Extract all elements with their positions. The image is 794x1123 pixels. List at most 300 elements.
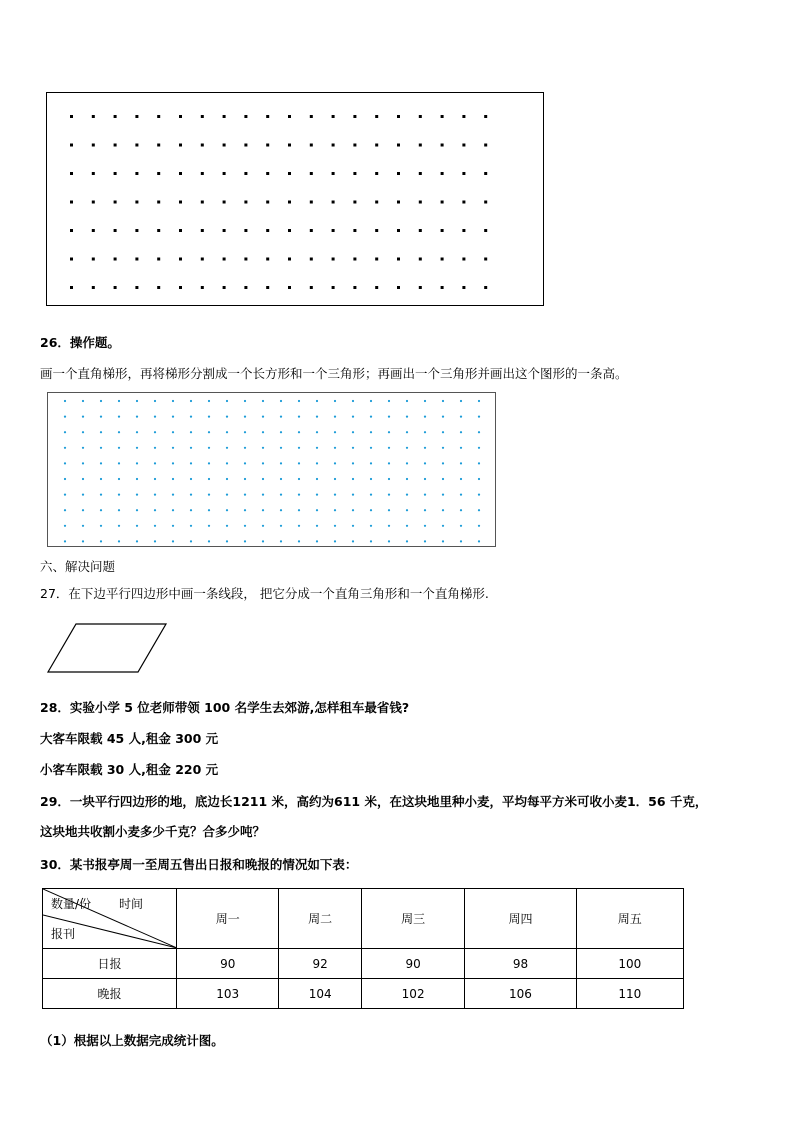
grid-dot [82,400,84,402]
grid-dot [136,478,138,480]
grid-dot [406,509,408,511]
grid-dot [370,400,372,402]
grid-dot [114,258,117,261]
grid-dot [208,416,210,418]
grid-dot [484,115,487,118]
grid-dot [460,400,462,402]
grid-dot [370,494,372,496]
grid-dot [353,144,356,147]
grid-dot [135,258,138,261]
grid-dot [442,416,444,418]
grid-dot [397,115,400,118]
grid-dot [478,478,480,480]
grid-dot [114,144,117,147]
grid-dot [223,172,226,175]
grid-dot [298,447,300,449]
grid-dot [135,286,138,289]
grid-dot [244,115,247,118]
grid-dot [316,478,318,480]
grid-dot [64,416,66,418]
corner-label-time: 时间 [119,897,144,911]
grid-dot [370,525,372,527]
grid-dot [388,431,390,433]
q27-text: 27．在下边平行四边形中画一条线段， 把它分成一个直角三角形和一个直角梯形. [40,586,489,601]
grid-dot [208,462,210,464]
grid-dot [172,416,174,418]
grid-dot [441,172,444,175]
table-header-row [43,889,684,949]
grid-dot [157,115,160,118]
grid-dot [179,258,182,261]
grid-dot [388,494,390,496]
grid-dot [310,258,313,261]
grid-dot [484,229,487,232]
grid-dot [460,509,462,511]
grid-dot [262,416,264,418]
grid-dot [288,286,291,289]
grid-dot [441,286,444,289]
grid-dot [352,462,354,464]
grid-dot [82,416,84,418]
grid-dot [82,478,84,480]
grid-dot [370,478,372,480]
grid-dot [118,416,120,418]
grid-dot [179,144,182,147]
grid-dot [388,400,390,402]
grid-dot [190,447,192,449]
grid-dot [266,172,269,175]
grid-dot [353,115,356,118]
grid-dot [332,115,335,118]
grid-dot [280,478,282,480]
table-cell: 98 [465,949,576,979]
grid-dot [208,540,210,542]
grid-dot [298,431,300,433]
grid-dot [460,494,462,496]
grid-dot [154,509,156,511]
row-label: 日报 [43,949,177,979]
grid-dot [100,509,102,511]
grid-dot [154,525,156,527]
grid-dot [388,416,390,418]
grid-dot [332,201,335,204]
grid-dot [208,525,210,527]
grid-dot [136,494,138,496]
grid-dot [70,115,73,118]
grid-dot [424,400,426,402]
grid-dot [316,525,318,527]
grid-dot [280,447,282,449]
grid-dot [388,509,390,511]
grid-dot [70,201,73,204]
grid-dot [92,229,95,232]
grid-dot [92,115,95,118]
grid-dot [424,447,426,449]
grid-dot [353,229,356,232]
grid-dot [334,447,336,449]
grid-dot [406,540,408,542]
grid-dot [397,286,400,289]
grid-dot [478,462,480,464]
grid-dot [172,462,174,464]
grid-dot [154,431,156,433]
table-cell: 103 [177,979,279,1009]
grid-dot [135,144,138,147]
grid-dot [460,540,462,542]
grid-dot [460,447,462,449]
grid-dot [154,416,156,418]
table-cell: 92 [279,949,362,979]
grid-dot [226,494,228,496]
grid-dot [298,494,300,496]
grid-dot [82,509,84,511]
grid-dot [190,494,192,496]
grid-dot [388,525,390,527]
grid-dot [419,229,422,232]
grid-dot [478,431,480,433]
parallelogram-figure [36,618,176,678]
grid-dot [397,172,400,175]
grid-dot [244,172,247,175]
table-cell: 100 [576,949,683,979]
grid-dot [288,258,291,261]
grid-dot [190,431,192,433]
grid-dot [406,431,408,433]
grid-dot [332,229,335,232]
grid-dot [223,115,226,118]
grid-dot [375,144,378,147]
grid-dot [424,540,426,542]
grid-dot [262,462,264,464]
grid-dot [118,494,120,496]
grid-dot [266,115,269,118]
grid-dot [375,201,378,204]
grid-dot [462,258,465,261]
grid-dot [419,172,422,175]
grid-dot [397,144,400,147]
grid-dot [332,286,335,289]
grid-dot [334,400,336,402]
table-row [43,949,684,979]
grid-dot [334,509,336,511]
grid-dot [266,201,269,204]
grid-dot [316,494,318,496]
grid-dot [280,431,282,433]
grid-dot [406,494,408,496]
grid-dot [460,462,462,464]
grid-dot [442,540,444,542]
grid-dot [226,416,228,418]
grid-dot [442,447,444,449]
grid-dot [190,416,192,418]
grid-dot [70,286,73,289]
grid-dot [375,229,378,232]
grid-dot [136,400,138,402]
grid-dot [262,540,264,542]
grid-dot [375,258,378,261]
grid-dot [135,172,138,175]
grid-dot [190,400,192,402]
grid-dot [266,144,269,147]
grid-dot [190,462,192,464]
grid-dot [223,229,226,232]
grid-dot [332,258,335,261]
grid-dot [201,229,204,232]
grid-dot [157,229,160,232]
grid-dot [157,201,160,204]
grid-dot [424,494,426,496]
grid-dot [478,416,480,418]
grid-dot [462,115,465,118]
grid-dot [64,400,66,402]
grid-dot [298,416,300,418]
square-dot-grid-canvas [47,93,545,307]
grid-dot [70,229,73,232]
grid-dot [190,478,192,480]
grid-dot [334,540,336,542]
grid-dot [484,286,487,289]
table-cell: 90 [361,949,464,979]
grid-dot [442,494,444,496]
grid-dot [262,525,264,527]
grid-dot [266,286,269,289]
grid-dot [100,525,102,527]
grid-dot [424,462,426,464]
grid-dot [334,478,336,480]
day-header: 周四 [465,889,576,949]
grid-dot [179,286,182,289]
day-header: 周一 [177,889,279,949]
grid-dot [280,525,282,527]
grid-dot [353,258,356,261]
grid-dot [244,494,246,496]
grid-dot [397,201,400,204]
grid-dot [82,540,84,542]
grid-dot [226,400,228,402]
grid-dot [334,416,336,418]
grid-dot [172,400,174,402]
grid-dot [419,201,422,204]
q28-line2: 小客车限载 30 人,租金 220 元 [40,762,219,777]
q28-line1: 大客车限载 45 人,租金 300 元 [40,731,219,746]
grid-dot [352,494,354,496]
grid-dot [226,525,228,527]
grid-dot [478,400,480,402]
grid-dot [208,447,210,449]
q29-line1: 29．一块平行四边形的地，底边长1211 米，高约为611 米，在这块地里种小麦，平均每平方米可收小麦1．56 千克， [40,794,708,809]
grid-dot [442,431,444,433]
grid-dot [244,431,246,433]
grid-dot [208,478,210,480]
grid-dot [100,462,102,464]
grid-dot [244,286,247,289]
grid-dot [226,540,228,542]
grid-dot [244,416,246,418]
grid-dot [266,229,269,232]
table-cell: 90 [177,949,279,979]
grid-dot [244,229,247,232]
grid-dot [478,447,480,449]
grid-dot [441,201,444,204]
grid-dot [208,400,210,402]
table-cell: 102 [361,979,464,1009]
grid-dot [114,201,117,204]
grid-dot [310,201,313,204]
grid-dot [462,286,465,289]
grid-dot [64,525,66,527]
grid-dot [114,115,117,118]
grid-dot [388,540,390,542]
day-header: 周二 [279,889,362,949]
grid-dot [280,540,282,542]
grid-dot [118,509,120,511]
grid-dot [280,462,282,464]
grid-dot [223,286,226,289]
grid-dot [334,525,336,527]
grid-dot [310,144,313,147]
grid-dot [441,144,444,147]
grid-dot [172,540,174,542]
grid-dot [370,447,372,449]
grid-dot [424,525,426,527]
grid-dot [406,462,408,464]
grid-dot [226,447,228,449]
grid-dot [462,172,465,175]
grid-dot [442,509,444,511]
grid-dot [135,201,138,204]
grid-dot [136,540,138,542]
grid-dot [316,400,318,402]
grid-dot [136,462,138,464]
grid-dot [375,172,378,175]
grid-dot [201,144,204,147]
grid-dot [352,416,354,418]
grid-dot [370,509,372,511]
grid-dot [118,540,120,542]
grid-dot [370,416,372,418]
grid-dot [441,115,444,118]
grid-dot [478,494,480,496]
grid-dot [478,540,480,542]
grid-dot [201,258,204,261]
grid-dot [262,400,264,402]
corner-label-quantity: 数量/份 [51,897,92,911]
grid-dot [135,229,138,232]
grid-dot [424,478,426,480]
grid-dot [190,540,192,542]
grid-dot [280,494,282,496]
grid-dot [179,229,182,232]
grid-dot [100,416,102,418]
grid-dot [92,286,95,289]
grid-dot [179,115,182,118]
grid-dot [280,509,282,511]
grid-dot [298,525,300,527]
grid-dot [179,172,182,175]
grid-dot [352,525,354,527]
grid-dot [244,478,246,480]
grid-dot [201,115,204,118]
parallelogram-shape [48,624,166,672]
grid-dot [316,509,318,511]
grid-dot [442,478,444,480]
grid-dot [298,540,300,542]
grid-dot [70,172,73,175]
grid-dot [460,416,462,418]
grid-dot [154,462,156,464]
grid-dot [424,416,426,418]
grid-dot [460,431,462,433]
grid-dot [136,509,138,511]
grid-dot [154,540,156,542]
grid-dot [172,431,174,433]
grid-dot [332,172,335,175]
grid-dot [118,525,120,527]
grid-dot [262,509,264,511]
grid-dot [118,462,120,464]
grid-dot [262,447,264,449]
grid-dot [172,447,174,449]
grid-dot [82,525,84,527]
grid-dot [154,494,156,496]
grid-dot [118,431,120,433]
grid-dot [136,416,138,418]
grid-dot [92,258,95,261]
grid-dot [100,540,102,542]
grid-dot [310,115,313,118]
grid-dot [484,144,487,147]
row-label: 晚报 [43,979,177,1009]
grid-dot [154,478,156,480]
grid-dot [332,144,335,147]
grid-dot [484,258,487,261]
grid-dot [136,431,138,433]
grid-dot [154,400,156,402]
grid-dot [388,447,390,449]
grid-dot [316,462,318,464]
grid-dot [64,462,66,464]
blue-dot-grid [47,392,496,547]
grid-dot [135,115,138,118]
grid-dot [462,229,465,232]
grid-dot [334,494,336,496]
grid-dot [226,478,228,480]
grid-dot [352,431,354,433]
grid-dot [397,229,400,232]
grid-dot [334,462,336,464]
grid-dot [244,201,247,204]
grid-dot [397,258,400,261]
grid-dot [316,447,318,449]
section-6-title: 六、解决问题 [40,559,116,574]
grid-dot [179,201,182,204]
grid-dot [82,462,84,464]
grid-dot [478,525,480,527]
grid-dot [484,201,487,204]
grid-dot [353,201,356,204]
corner-label-paper: 报刊 [51,927,76,941]
grid-dot [190,525,192,527]
grid-dot [442,462,444,464]
grid-dot [208,494,210,496]
grid-dot [244,447,246,449]
grid-dot [244,258,247,261]
grid-dot [288,115,291,118]
grid-dot [406,416,408,418]
grid-dot [478,509,480,511]
grid-dot [298,400,300,402]
grid-dot [114,172,117,175]
